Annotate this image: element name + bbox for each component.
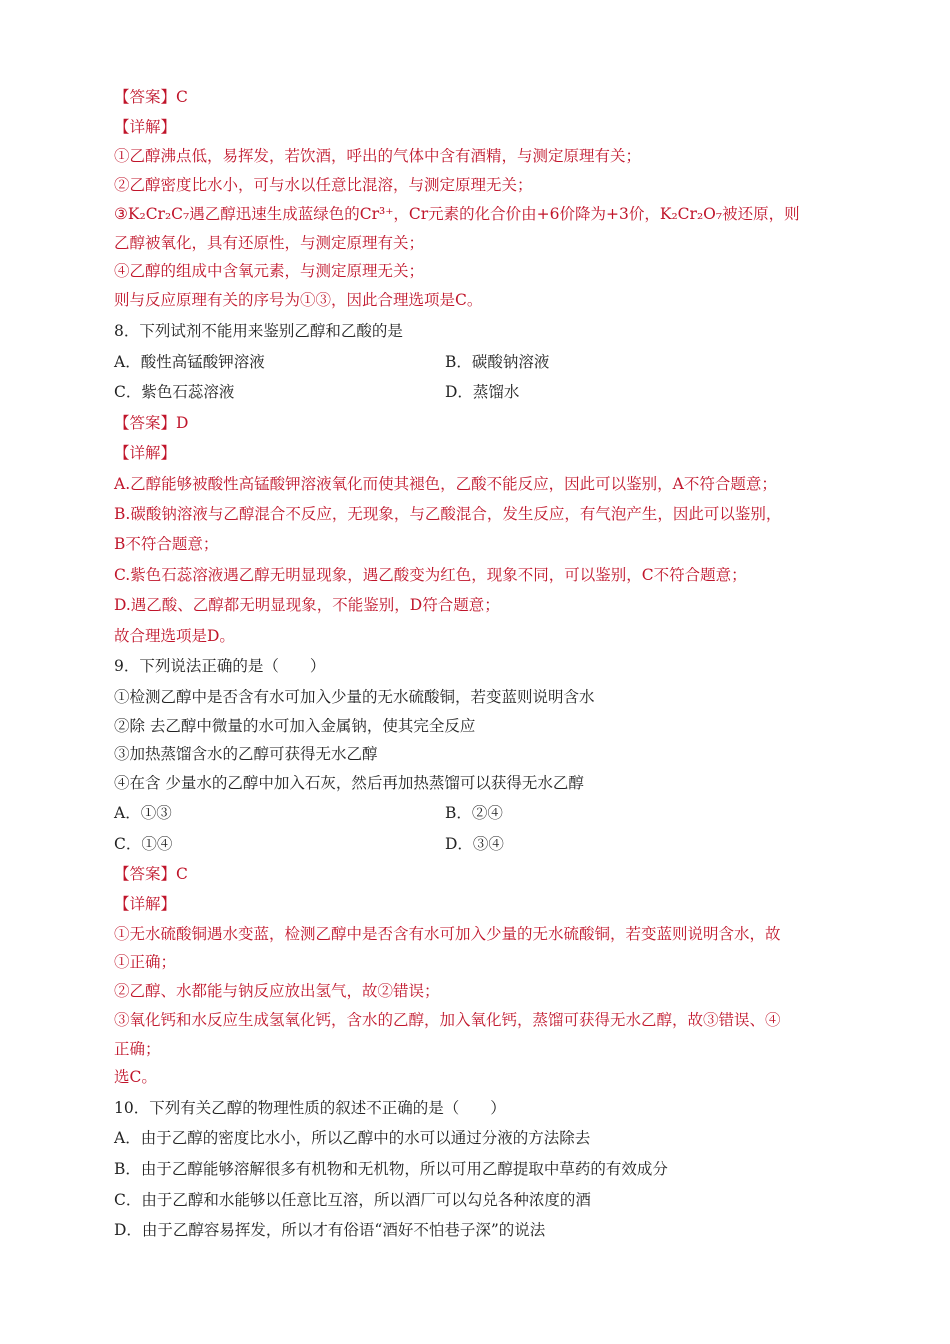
question-line: A．由于乙醇的密度比水小，所以乙醇中的水可以通过分液的方法除去 bbox=[114, 1129, 591, 1147]
question-line: C．由于乙醇和水能够以任意比互溶，所以酒厂可以勾兑各种浓度的酒 bbox=[114, 1191, 591, 1209]
answer-option: B．②④ bbox=[445, 804, 503, 822]
explanation-line: 【答案】C bbox=[114, 88, 188, 106]
answer-option: D．蒸馏水 bbox=[445, 383, 520, 401]
question-line: B．由于乙醇能够溶解很多有机物和无机物，所以可用乙醇提取中草药的有效成分 bbox=[114, 1160, 668, 1178]
explanation-line: 选C。 bbox=[114, 1068, 157, 1086]
question-line: ③加热蒸馏含水的乙醇可获得无水乙醇 bbox=[114, 745, 378, 763]
question-line: 8．下列试剂不能用来鉴别乙醇和乙酸的是 bbox=[114, 322, 403, 340]
explanation-line: A.乙醇能够被酸性高锰酸钾溶液氧化而使其褪色，乙酸不能反应，因此可以鉴别，A不符合题意； bbox=[114, 475, 777, 493]
explanation-line: ②乙醇密度比水小，可与水以任意比混溶，与测定原理无关； bbox=[114, 176, 533, 194]
question-line: ①检测乙醇中是否含有水可加入少量的无水硫酸铜，若变蓝则说明含水 bbox=[114, 688, 595, 706]
question-line: ④在含 少量水的乙醇中加入石灰，然后再加热蒸馏可以获得无水乙醇 bbox=[114, 774, 584, 792]
question-line: 10．下列有关乙醇的物理性质的叙述不正确的是（ ） bbox=[114, 1099, 506, 1117]
explanation-line: 【详解】 bbox=[114, 118, 177, 136]
answer-option: B．碳酸钠溶液 bbox=[445, 353, 550, 371]
explanation-line: 【答案】D bbox=[114, 414, 189, 432]
answer-option: C．紫色石蕊溶液 bbox=[114, 383, 235, 401]
explanation-line: ③K₂Cr₂C₇遇乙醇迅速生成蓝绿色的Cr³⁺，Cr元素的化合价由+6价降为+3价，K₂Cr₂O₇被还原，则 bbox=[114, 205, 800, 223]
question-line: D．由于乙醇容易挥发，所以才有俗语“酒好不怕巷子深”的说法 bbox=[114, 1221, 546, 1239]
question-line: 9．下列说法正确的是（ ） bbox=[114, 657, 326, 675]
explanation-line: 【答案】C bbox=[114, 865, 188, 883]
explanation-line: 则与反应原理有关的序号为①③，因此合理选项是C。 bbox=[114, 291, 483, 309]
explanation-line: ①无水硫酸铜遇水变蓝，检测乙醇中是否含有水可加入少量的无水硫酸铜，若变蓝则说明含水，故 bbox=[114, 925, 781, 943]
answer-option: A．酸性高锰酸钾溶液 bbox=[114, 353, 265, 371]
explanation-line: 【详解】 bbox=[114, 444, 177, 462]
answer-option: A．①③ bbox=[114, 804, 172, 822]
explanation-line: 故合理选项是D。 bbox=[114, 627, 235, 645]
explanation-line: ④乙醇的组成中含氧元素，与测定原理无关； bbox=[114, 262, 425, 280]
explanation-line: ②乙醇、水都能与钠反应放出氢气，故②错误； bbox=[114, 982, 440, 1000]
answer-option: C．①④ bbox=[114, 835, 173, 853]
explanation-line: 正确； bbox=[114, 1040, 161, 1058]
explanation-line: D.遇乙酸、乙醇都无明显现象，不能鉴别，D符合题意； bbox=[114, 596, 500, 614]
answer-option: D．③④ bbox=[445, 835, 504, 853]
explanation-line: B.碳酸钠溶液与乙醇混合不反应，无现象，与乙酸混合，发生反应，有气泡产生，因此可以鉴别， bbox=[114, 505, 782, 523]
explanation-line: 乙醇被氧化，具有还原性，与测定原理有关； bbox=[114, 234, 425, 252]
explanation-line: ③氧化钙和水反应生成氢氧化钙，含水的乙醇，加入氧化钙，蒸馏可获得无水乙醇，故③错误、④ bbox=[114, 1011, 781, 1029]
question-line: ②除 去乙醇中微量的水可加入金属钠，使其完全反应 bbox=[114, 717, 476, 735]
explanation-line: ①乙醇沸点低，易挥发，若饮酒，呼出的气体中含有酒精，与测定原理有关； bbox=[114, 147, 642, 165]
explanation-line: C.紫色石蕊溶液遇乙醇无明显现象，遇乙酸变为红色，现象不同，可以鉴别，C不符合题意； bbox=[114, 566, 747, 584]
explanation-line: ①正确； bbox=[114, 953, 177, 971]
explanation-line: 【详解】 bbox=[114, 895, 177, 913]
explanation-line: B不符合题意； bbox=[114, 535, 219, 553]
